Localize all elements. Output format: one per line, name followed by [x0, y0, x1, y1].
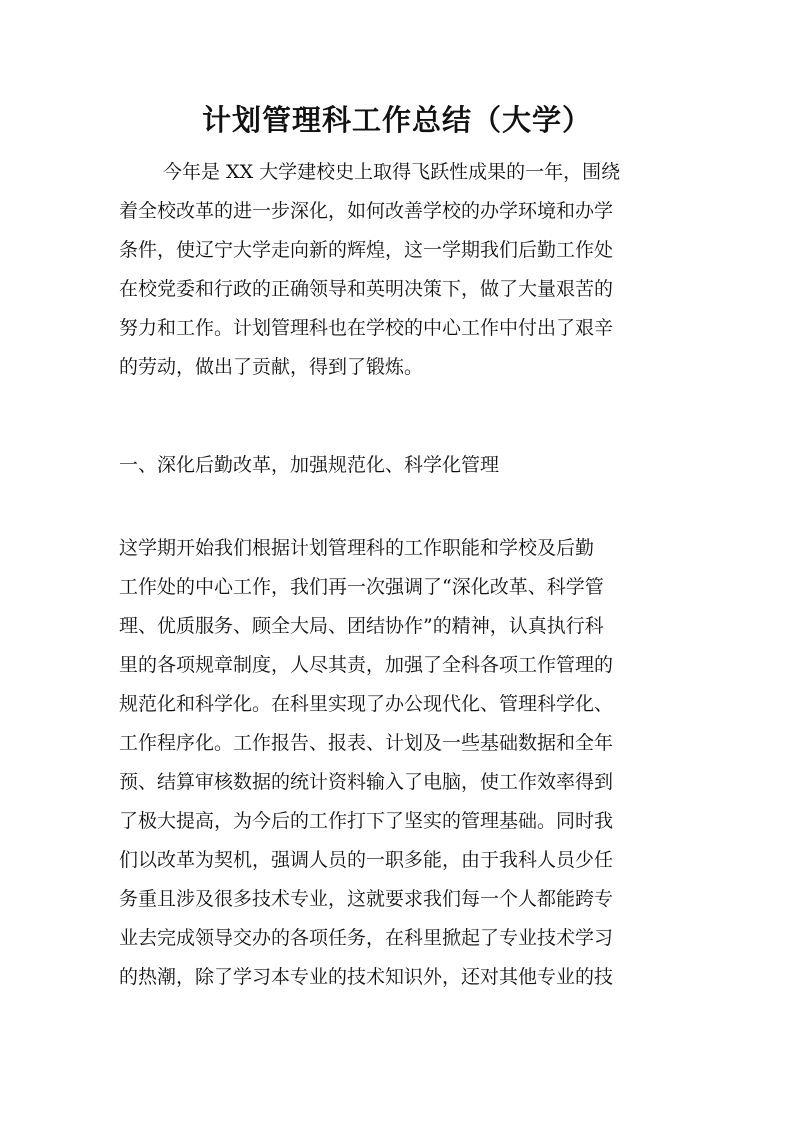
paragraph-line: 在校党委和行政的正确领导和英明决策下，做了大量艰苦的	[119, 278, 614, 300]
paragraph-line: 里的各项规章制度，人尽其责，加强了全科各项工作管理的	[119, 654, 614, 676]
paragraph-line: 预、结算审核数据的统计资料输入了电脑，使工作效率得到	[119, 771, 614, 793]
paragraph-line: 的热潮，除了学习本专业的技术知识外，还对其他专业的技	[119, 966, 614, 988]
paragraph-line: 务重且涉及很多技术专业，这就要求我们每一个人都能跨专	[119, 888, 614, 910]
section-paragraph	[119, 529, 689, 997]
section-heading-text: 一、深化后勤改革，加强规范化、科学化管理	[119, 454, 500, 476]
paragraph-line: 着全校改革的进一步深化，如何改善学校的办学环境和办学	[119, 200, 614, 222]
paragraph-line: 努力和工作。计划管理科也在学校的中心工作中付出了艰辛	[119, 317, 614, 339]
document-title: 计划管理科工作总结（大学）	[201, 103, 592, 137]
paragraph-line: 们以改革为契机，强调人员的一职多能，由于我科人员少任	[119, 849, 614, 871]
intro-paragraph	[119, 153, 689, 387]
paragraph-line: 了极大提高，为今后的工作打下了坚实的管理基础。同时我	[119, 810, 614, 832]
paragraph-line: 工作处的中心工作，我们再一次强调了“深化改革、科学管	[119, 576, 604, 598]
paragraph-line: 理、优质服务、顾全大局、团结协作”的精神，认真执行科	[119, 615, 604, 637]
paragraph-line: 今年是 XX 大学建校史上取得飞跃性成果的一年，围绕	[163, 161, 621, 183]
paragraph-line: 规范化和科学化。在科里实现了办公现代化、管理科学化、	[119, 693, 614, 715]
paragraph-line: 业去完成领导交办的各项任务，在科里掀起了专业技术学习	[119, 927, 614, 949]
paragraph-line: 工作程序化。工作报告、报表、计划及一些基础数据和全年	[119, 732, 614, 754]
paragraph-line: 这学期开始我们根据计划管理科的工作职能和学校及后勤	[119, 537, 595, 559]
section-heading	[119, 446, 689, 485]
paragraph-line: 的劳动，做出了贡献，得到了锻炼。	[119, 356, 424, 378]
paragraph-line: 条件，使辽宁大学走向新的辉煌，这一学期我们后勤工作处	[119, 239, 614, 261]
